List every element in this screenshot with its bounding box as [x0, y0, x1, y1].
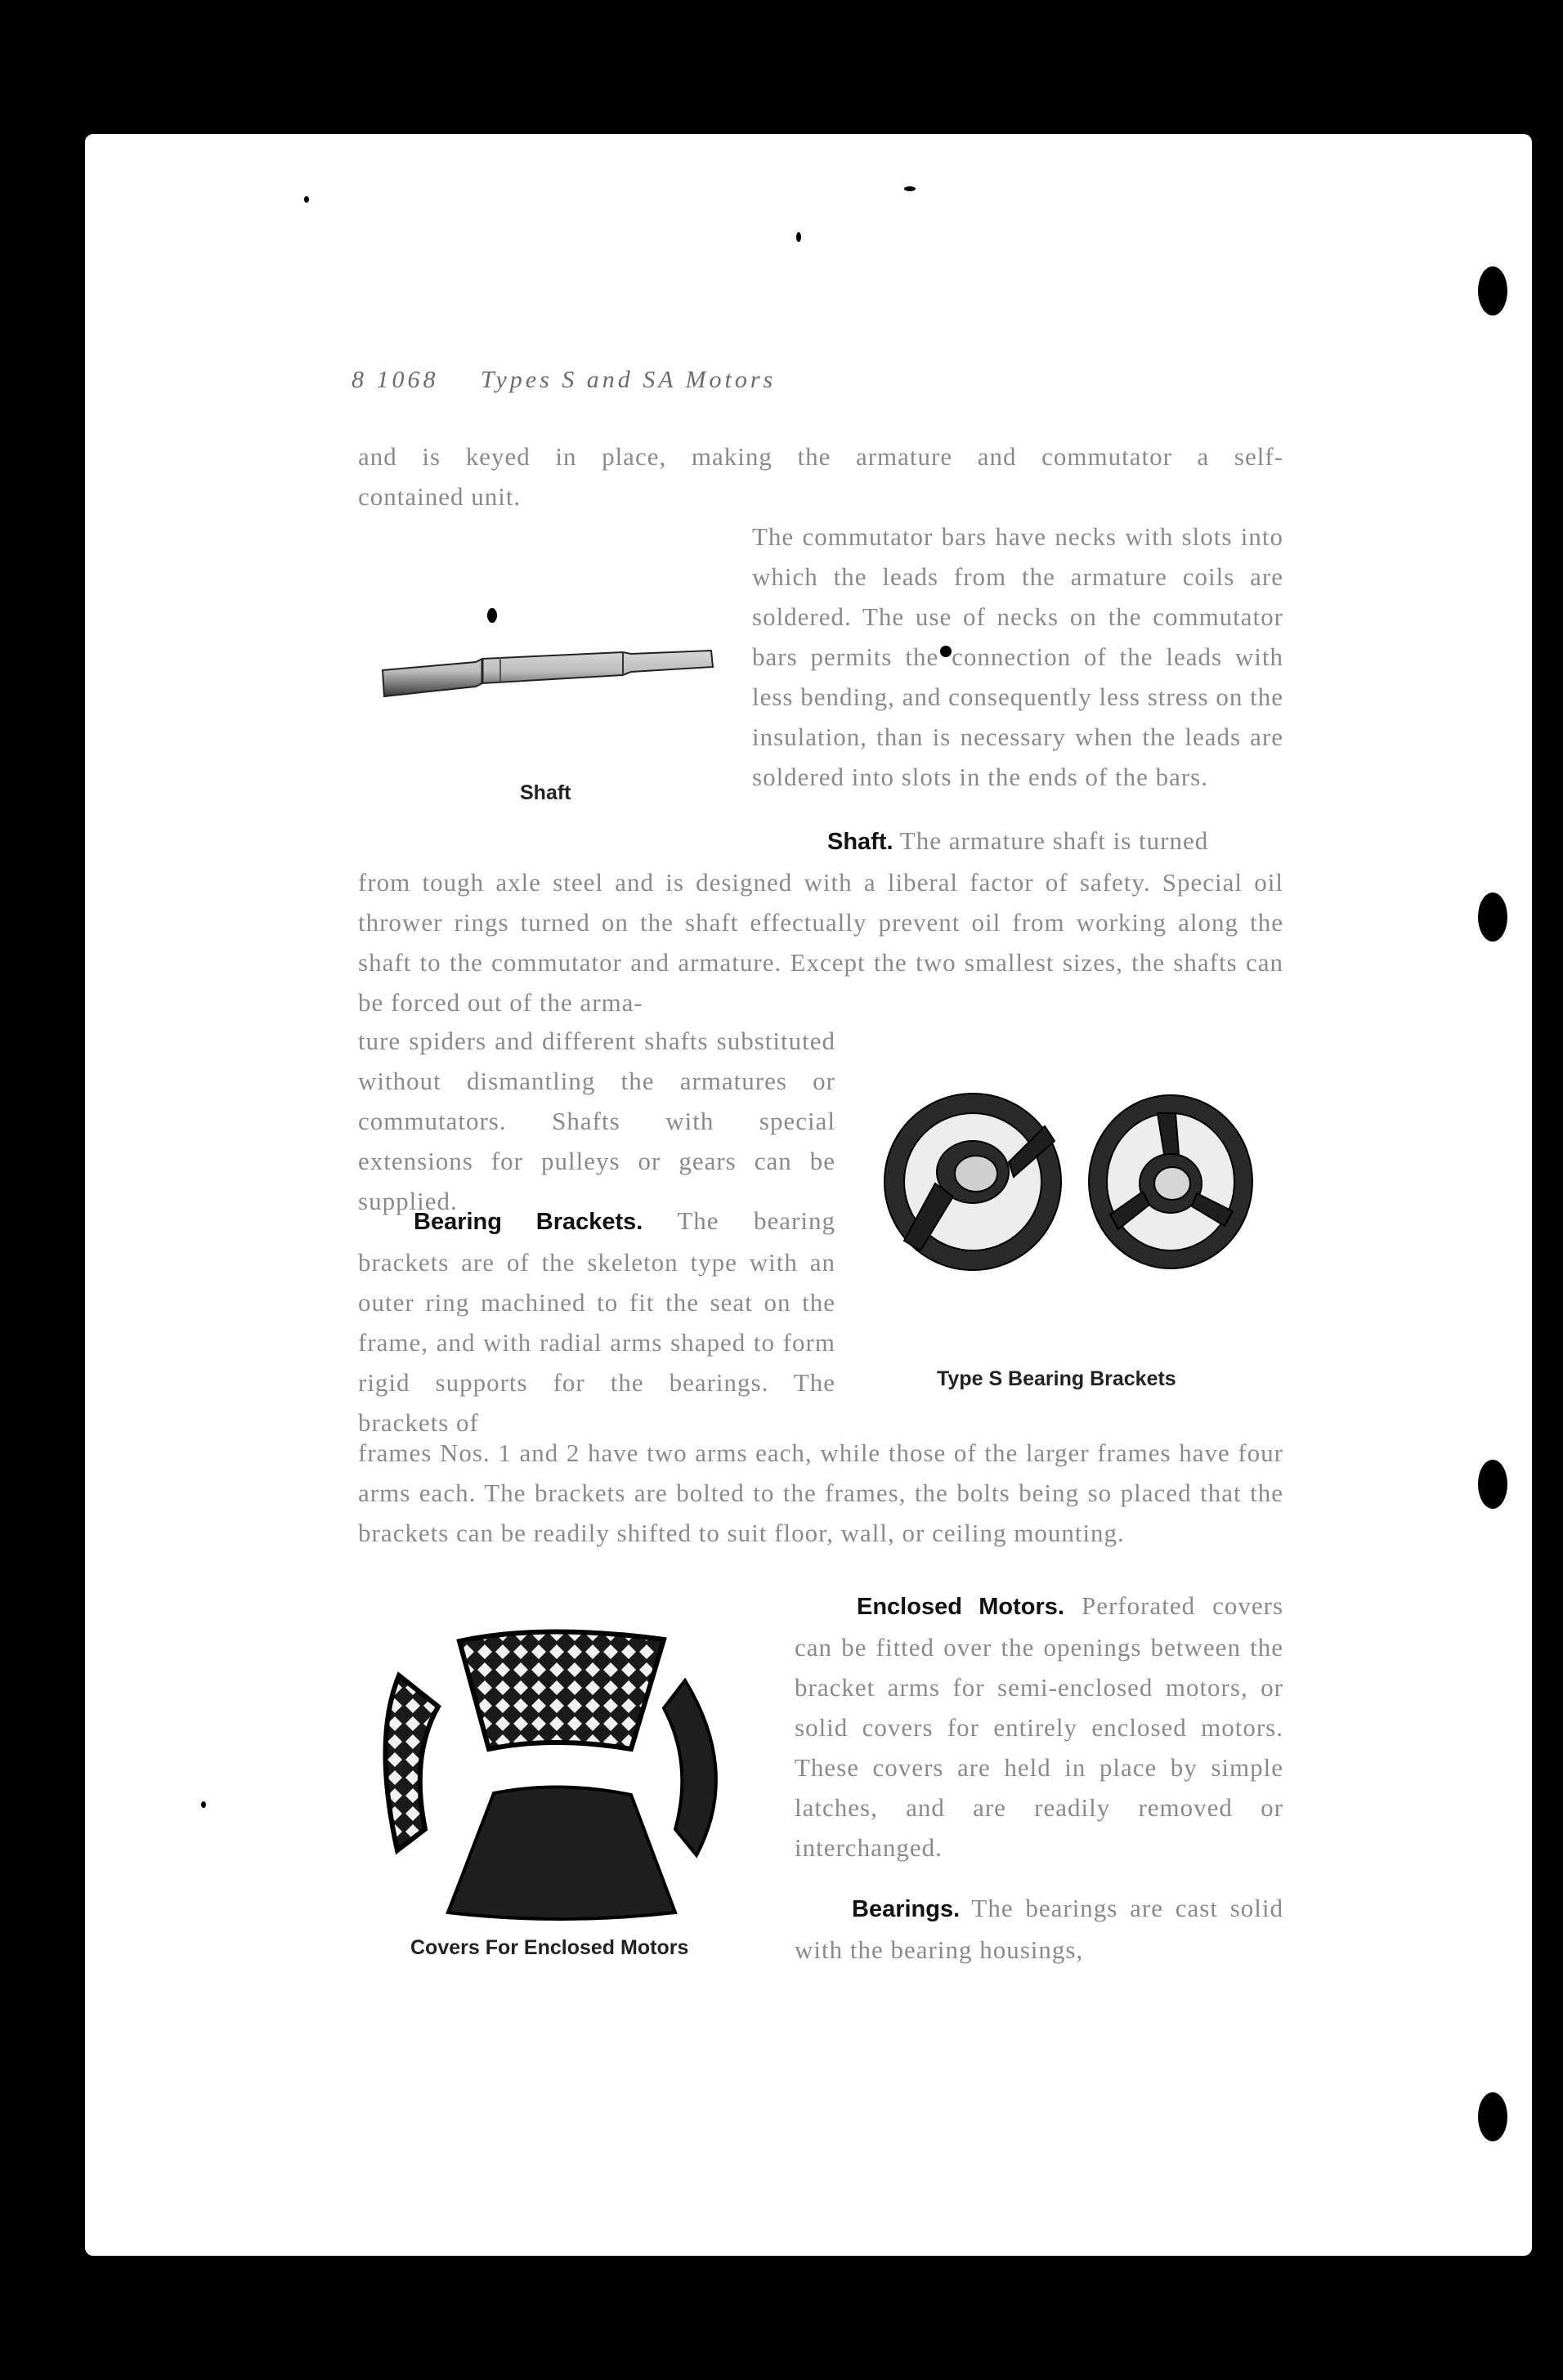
enclosed-motors-title: Enclosed Motors. — [857, 1594, 1064, 1620]
intro-line: contained unit. — [358, 482, 522, 511]
covers-caption: Covers For Enclosed Motors — [410, 1936, 689, 1959]
shaft-body: from tough axle steel and is designed with a liberal factor of safety. Special oil thrower rings turned on the shaft effectually prevent oil from working along the shaft to the commutator and armature. Except the two smallest sizes, the shafts can be forced out of the arma- — [358, 868, 1283, 1017]
intro-line: and is keyed in place, making the armature and commutator a self- — [358, 442, 1283, 471]
enclosed-motors-paragraph — [795, 1586, 1283, 1868]
intro-paragraph — [358, 436, 1283, 517]
bearings-title: Bearings. — [852, 1896, 961, 1922]
brackets-caption: Type S Bearing Brackets — [937, 1367, 1176, 1390]
binder-hole — [1478, 266, 1507, 315]
bearing-brackets-illustration — [870, 1077, 1279, 1282]
header-title: Types S and SA Motors — [481, 366, 777, 393]
binder-hole — [1478, 892, 1507, 942]
shaft-narrow-text: ture spiders and different shafts substituted without dismantling the armatures or commutators. Shafts with special extensions for pulleys or gears can be supplied. — [358, 1027, 835, 1215]
shaft-section — [358, 821, 1283, 1022]
dust-speck — [201, 1801, 206, 1808]
bearings-paragraph — [795, 1888, 1283, 1970]
bearing-brackets-narrow — [358, 1201, 835, 1443]
binder-hole — [1478, 2092, 1507, 2141]
bearing-brackets-paragraph — [358, 1201, 835, 1443]
binder-hole — [1478, 1460, 1507, 1509]
bearings-text: The bearings are cast solid with the bearing housings, — [795, 1894, 1283, 1964]
shaft-illustration — [378, 629, 721, 719]
shaft-title: Shaft. — [827, 829, 893, 855]
commutator-text: The commutator bars have necks with slots into which the leads from the armature coils are soldered. The use of necks on the commutator bars permits the connection of the leads with less bending, and consequently less stress on the insulation, than is necessary when the leads are soldered into slots in the ends of the bars. — [752, 522, 1283, 791]
dust-speck — [796, 232, 801, 242]
next-page-edge — [1522, 139, 1530, 2248]
shaft-narrow — [358, 1021, 835, 1221]
page-number: 8 1068 — [352, 366, 439, 393]
bearing-brackets-title: Bearing Brackets. — [414, 1209, 643, 1235]
bearing-brackets-full — [358, 1433, 1283, 1553]
shaft-lead-line — [358, 821, 1283, 862]
dust-speck — [304, 196, 309, 203]
enclosed-motors-text: Perforated covers can be fitted over the openings between the bracket arms for semi-enclosed motors, or solid covers for entirely enclosed motors. These covers are held in place by simple latches, and are readily removed or interchanged. — [795, 1591, 1284, 1862]
running-header — [352, 366, 808, 394]
bearings-section — [795, 1888, 1283, 1970]
shaft-lead: The armature shaft is turned — [899, 826, 1209, 855]
dust-speck — [904, 186, 916, 191]
enclosed-motors-section — [795, 1586, 1283, 1868]
bearing-brackets-narrow-text: The bearing brackets are of the skeleton type with an outer ring machined to fit the seat on the frame, and with radial arms shaped to form rigid supports for the bearings. The brackets of — [358, 1206, 835, 1437]
covers-illustration — [350, 1625, 759, 1927]
shaft-caption: Shaft — [520, 781, 571, 804]
bearing-brackets-full-text: frames Nos. 1 and 2 have two arms each, while those of the larger frames have four arms each. The brackets are bolted to the frames, the bolts being so placed that the brackets can be readily shifted to suit floor, wall, or ceiling mounting. — [358, 1438, 1283, 1547]
